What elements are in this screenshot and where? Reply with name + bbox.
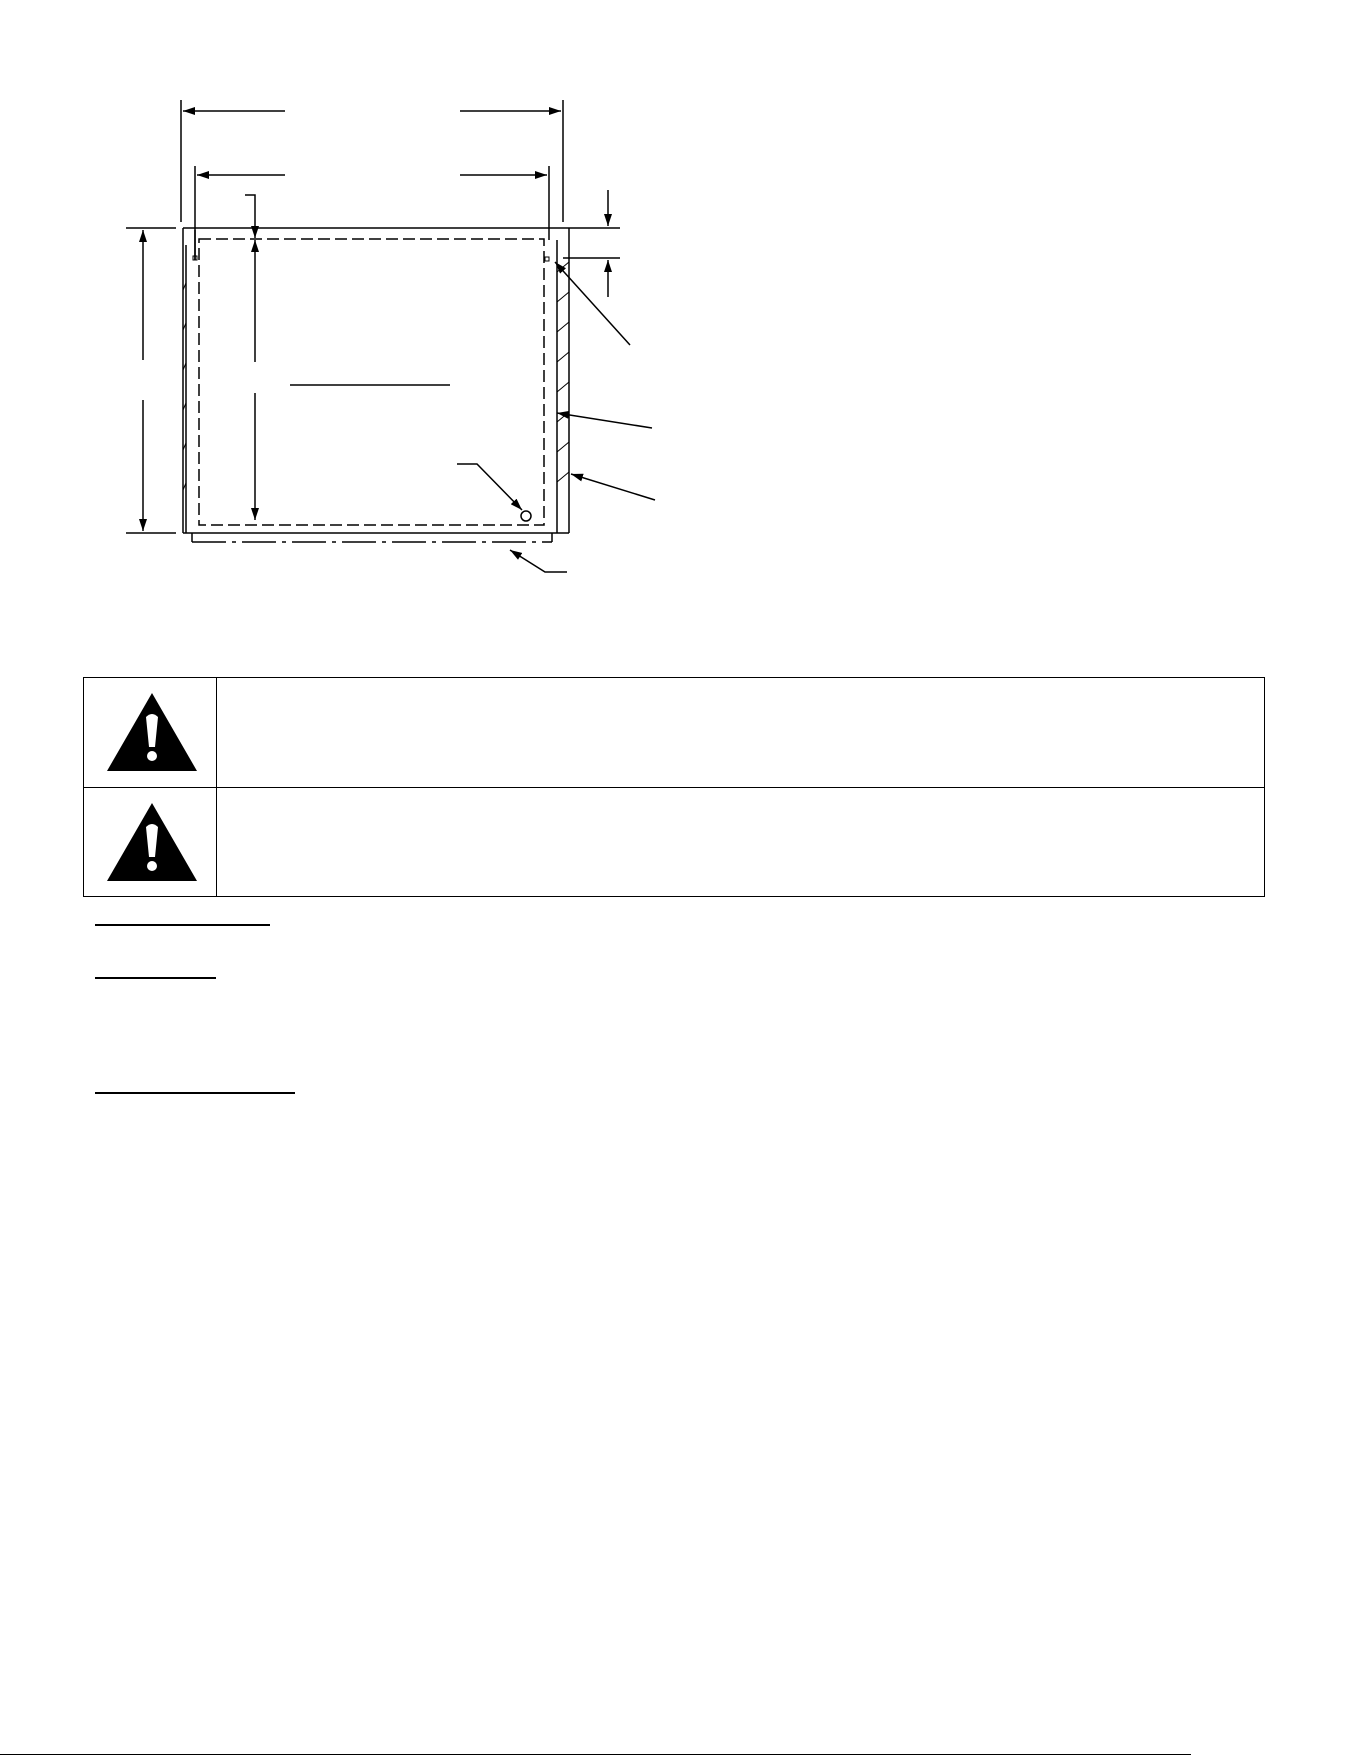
unit-frame	[183, 228, 569, 533]
warning-text	[217, 788, 1264, 897]
footer-rule	[0, 1754, 1191, 1755]
warning-row	[84, 678, 1264, 788]
bottom-centerline	[192, 533, 552, 542]
warning-text	[217, 678, 1264, 787]
warning-icon-cell	[84, 678, 217, 787]
warning-row	[84, 788, 1264, 897]
extension-lines	[126, 100, 620, 533]
wall-hatching	[183, 262, 569, 490]
dimension-top-offset	[245, 195, 255, 238]
rough-opening-dashed	[199, 239, 544, 525]
section-heading	[95, 963, 216, 979]
corner-marker-right	[545, 257, 549, 261]
section-heading	[95, 910, 270, 926]
installation-drawing	[0, 0, 1361, 650]
drain-hole	[521, 511, 531, 521]
warning-triangle-icon	[106, 801, 198, 883]
warning-triangle-icon	[106, 691, 198, 773]
section-heading	[95, 1078, 295, 1094]
warning-table	[83, 677, 1265, 897]
warning-icon-cell	[84, 788, 217, 897]
